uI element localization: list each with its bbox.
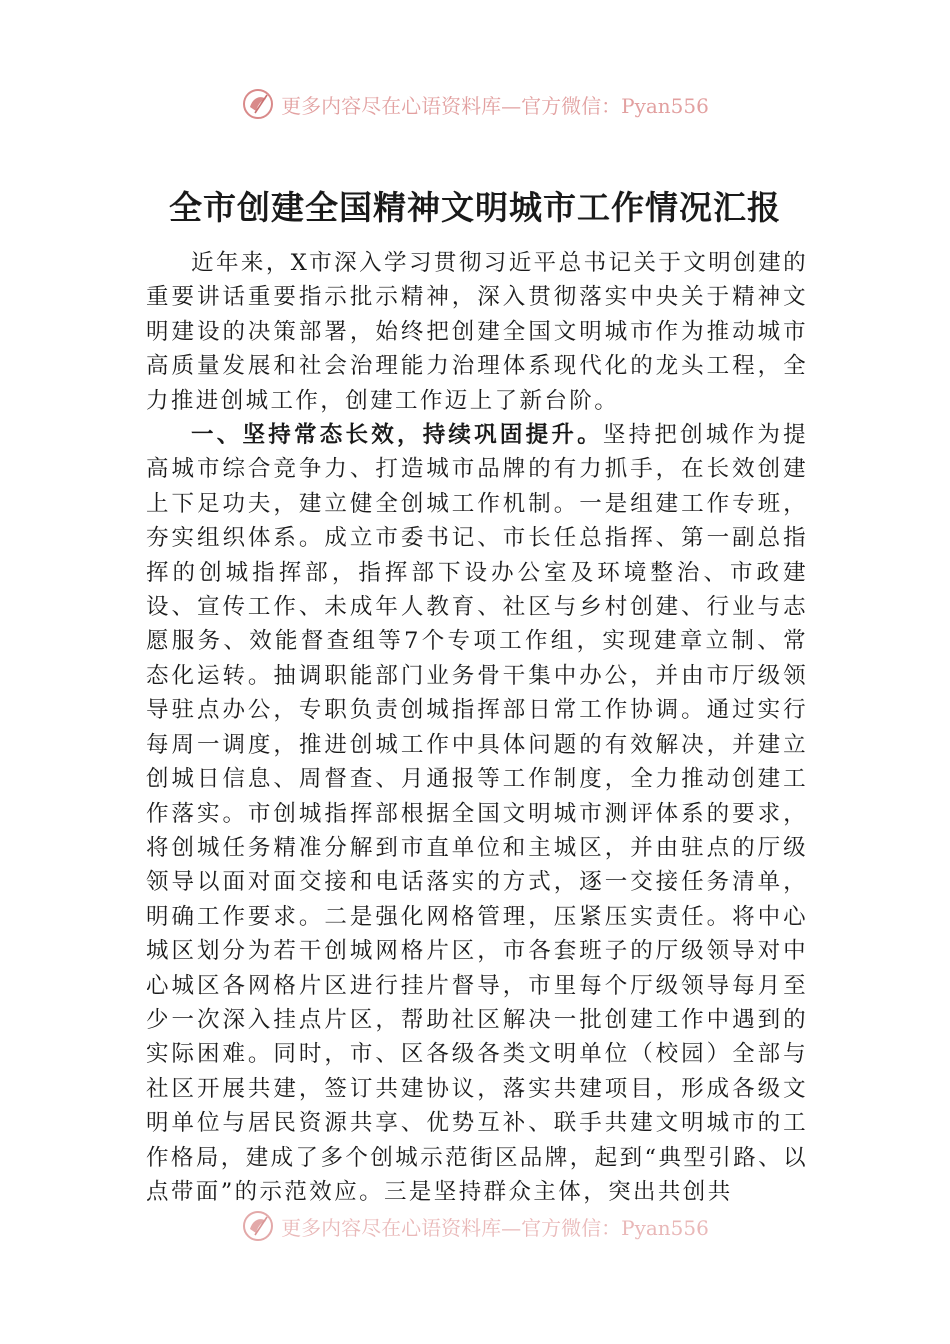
watermark-text: 更多内容尽在心语资料库—官方微信：Pyan556 <box>281 93 709 118</box>
seal-logo-icon <box>241 1209 275 1243</box>
intro-paragraph: 近年来，X市深入学习贯彻习近平总书记关于文明创建的重要讲话重要指示批示精神，深入贯彻落实中央关于精神文明建设的决策部署，始终把创建全国文明城市作为推动城市高质量发展和社会治理能力治理体系现代化的龙头工程，全力推进创城工作，创建工作迈上了新台阶。 <box>146 250 808 414</box>
seal-logo-icon <box>241 87 275 121</box>
document-title: 全市创建全国精神文明城市工作情况汇报 <box>169 188 781 227</box>
watermark-footer <box>0 1208 950 1244</box>
watermark-text: 更多内容尽在心语资料库—官方微信：Pyan556 <box>281 1215 709 1240</box>
section-1-paragraph <box>146 418 808 1209</box>
section-1-body: 坚持把创城作为提高城市综合竞争力、打造城市品牌的有力抓手，在长效创建上下足功夫，建立健全创城工作机制。一是组建工作专班，夯实组织体系。成立市委书记、市长任总指挥、第一副总指挥的创城指挥部，指挥部下设办公室及环境整治、市政建设、宣传工作、未成年人教育、社区与乡村创建、行业与志愿服务、效能督查组等7个专项工作组，实现建章立制、常态化运转。抽调职能部门业务骨干集中办公，并由市厅级领导驻点办公，专职负责创城指挥部日常工作协调。通过实行每周一调度，推进创城工作中具体问题的有效解决，并建立创城日信息、周督查、月通报等工作制度，全力推动创建工作落实。市创城指挥部根据全国文明城市测评体系的要求，将创城任务精准分解到市直单位和主城区，并由驻点的厅级领导以面对面交接和电话落实的方式，逐一交接任务清单，明确工作要求。二是强化网格管理，压紧压实责任。将中心城区划分为若干创城网格片区，市各套班子的厅级领导对中心城区各网格片区进行挂片督导，市里每个厅级领导每月至少一次深入挂点片区，帮助社区解决一批创建工作中遇到的实际困难。同时，市、区各级各类文明单位（校园）全部与社区开展共建，签订共建协议，落实共建项目，形成各级文明单位与居民资源共享、优势互补、联手共建文明城市的工作格局，建成了多个创城示范街区品牌，起到“典型引路、以点带面”的示范效应。三是坚持群众主体，突出共创共 <box>146 422 808 1205</box>
document-body <box>146 246 808 1209</box>
watermark-header <box>0 84 950 124</box>
section-1-heading: 一、坚持常态长效，持续巩固提升。 <box>191 422 603 449</box>
